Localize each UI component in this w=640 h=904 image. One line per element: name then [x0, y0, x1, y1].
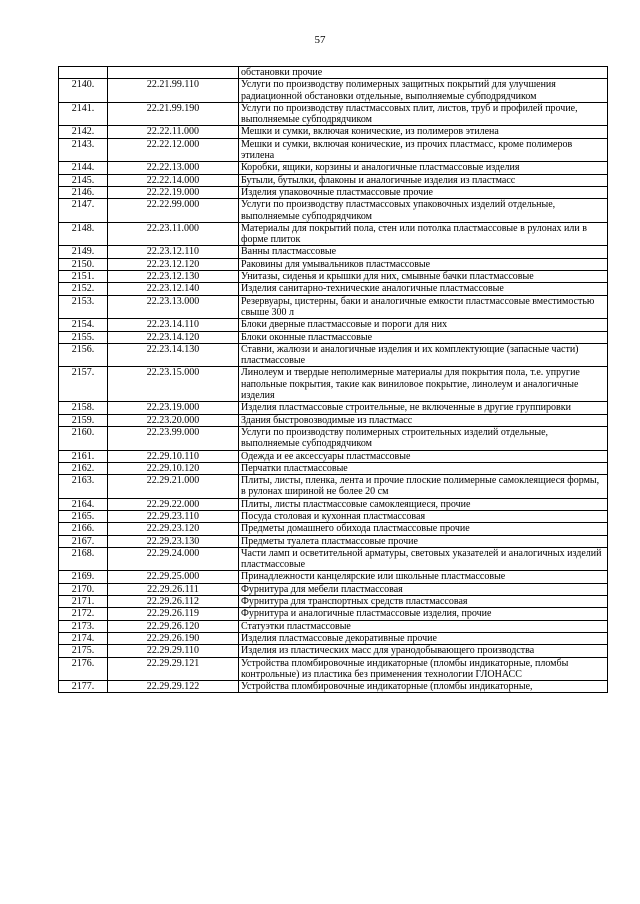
- table-row: [59, 222, 608, 246]
- row-number-cell: 2174.: [59, 632, 108, 644]
- row-number-cell: 2173.: [59, 620, 108, 632]
- product-name-cell: Резервуары, цистерны, баки и аналогичные емкости пластмассовые вместимостью свыше 300 л: [239, 295, 608, 319]
- product-code-cell: 22.23.12.110: [108, 246, 239, 258]
- product-name-cell: Бутыли, бутылки, флаконы и аналогичные изделия из пластмасс: [239, 174, 608, 186]
- product-code-cell: 22.23.15.000: [108, 367, 239, 402]
- row-number-cell: 2177.: [59, 681, 108, 693]
- product-code-cell: 22.23.14.120: [108, 331, 239, 343]
- row-number-cell: 2156.: [59, 343, 108, 367]
- table-row: [59, 510, 608, 522]
- row-number-cell: 2171.: [59, 596, 108, 608]
- product-name-cell: Мешки и сумки, включая конические, из полимеров этилена: [239, 126, 608, 138]
- table-row: [59, 414, 608, 426]
- row-number-cell: 2172.: [59, 608, 108, 620]
- product-code-cell: 22.29.26.120: [108, 620, 239, 632]
- row-number-cell: 2170.: [59, 583, 108, 595]
- product-name-cell: Предметы туалета пластмассовые прочие: [239, 535, 608, 547]
- row-number-cell: 2154.: [59, 319, 108, 331]
- table-row: [59, 102, 608, 126]
- product-code-cell: 22.29.29.122: [108, 681, 239, 693]
- product-name-cell: Коробки, ящики, корзины и аналогичные пластмассовые изделия: [239, 162, 608, 174]
- product-name-cell: Линолеум и твердые неполимерные материалы для покрытия пола, т.е. упругие напольные покрытия, такие как виниловое покрытие, линолеум и аналогичные изделия: [239, 367, 608, 402]
- table-row: [59, 402, 608, 414]
- product-code-cell: 22.23.13.000: [108, 295, 239, 319]
- row-number-cell: 2158.: [59, 402, 108, 414]
- row-number-cell: 2150.: [59, 258, 108, 270]
- table-row: [59, 583, 608, 595]
- product-name-cell: Принадлежности канцелярские или школьные пластмассовые: [239, 571, 608, 583]
- product-name-cell: Услуги по производству полимерных защитных покрытий для улучшения радиационной обстановки отдельные, выполняемые субподрядчиком: [239, 79, 608, 103]
- product-name-cell: Предметы домашнего обихода пластмассовые прочие: [239, 523, 608, 535]
- row-number-cell: 2142.: [59, 126, 108, 138]
- product-code-cell: 22.29.26.111: [108, 583, 239, 595]
- row-number-cell: 2147.: [59, 199, 108, 223]
- row-number-cell: 2175.: [59, 645, 108, 657]
- product-code-cell: [108, 67, 239, 79]
- product-code-cell: 22.21.99.190: [108, 102, 239, 126]
- row-number-cell: 2145.: [59, 174, 108, 186]
- table-row: [59, 271, 608, 283]
- table-row: [59, 258, 608, 270]
- product-code-cell: 22.29.22.000: [108, 498, 239, 510]
- row-number-cell: 2157.: [59, 367, 108, 402]
- product-name-cell: Плиты, листы, пленка, лента и прочие плоские полимерные самоклеящиеся формы, в рулонах шириной не более 20 см: [239, 475, 608, 499]
- row-number-cell: 2151.: [59, 271, 108, 283]
- table-row: [59, 475, 608, 499]
- product-name-cell: Фурнитура для транспортных средств пластмассовая: [239, 596, 608, 608]
- product-name-cell: Материалы для покрытий пола, стен или потолка пластмассовые в рулонах или в форме плиток: [239, 222, 608, 246]
- product-code-cell: 22.29.29.110: [108, 645, 239, 657]
- table-row: [59, 199, 608, 223]
- product-code-cell: 22.23.99.000: [108, 426, 239, 450]
- product-code-cell: 22.22.99.000: [108, 199, 239, 223]
- row-number-cell: 2148.: [59, 222, 108, 246]
- product-code-cell: 22.22.12.000: [108, 138, 239, 162]
- table-row: [59, 186, 608, 198]
- row-number-cell: 2165.: [59, 510, 108, 522]
- product-name-cell: Статуэтки пластмассовые: [239, 620, 608, 632]
- row-number-cell: 2169.: [59, 571, 108, 583]
- product-code-cell: 22.29.26.190: [108, 632, 239, 644]
- product-code-cell: 22.29.29.121: [108, 657, 239, 681]
- product-code-cell: 22.23.14.130: [108, 343, 239, 367]
- table-row: [59, 450, 608, 462]
- table-row: [59, 523, 608, 535]
- product-name-cell: Фурнитура и аналогичные пластмассовые изделия, прочие: [239, 608, 608, 620]
- products-table: [58, 66, 608, 693]
- row-number-cell: 2167.: [59, 535, 108, 547]
- table-row: [59, 79, 608, 103]
- table-row: [59, 174, 608, 186]
- product-code-cell: 22.22.14.000: [108, 174, 239, 186]
- product-code-cell: 22.29.10.110: [108, 450, 239, 462]
- product-name-cell: Мешки и сумки, включая конические, из прочих пластмасс, кроме полимеров этилена: [239, 138, 608, 162]
- product-code-cell: 22.22.11.000: [108, 126, 239, 138]
- table-row: [59, 596, 608, 608]
- product-name-cell: Изделия пластмассовые декоративные прочие: [239, 632, 608, 644]
- table-row: [59, 547, 608, 571]
- product-code-cell: 22.29.26.119: [108, 608, 239, 620]
- product-name-cell: Части ламп и осветительной арматуры, световых указателей и аналогичных изделий пластмассовые: [239, 547, 608, 571]
- product-code-cell: 22.29.24.000: [108, 547, 239, 571]
- product-name-cell: Устройства пломбировочные индикаторные (пломбы индикаторные, пломбы контрольные) из пластика без применения технологии ГЛОНАСС: [239, 657, 608, 681]
- table-row: [59, 608, 608, 620]
- product-code-cell: 22.23.14.110: [108, 319, 239, 331]
- product-name-cell: Посуда столовая и кухонная пластмассовая: [239, 510, 608, 522]
- table-row: [59, 498, 608, 510]
- product-code-cell: 22.29.23.120: [108, 523, 239, 535]
- product-name-cell: Блоки дверные пластмассовые и пороги для них: [239, 319, 608, 331]
- product-name-cell: Ванны пластмассовые: [239, 246, 608, 258]
- row-number-cell: [59, 67, 108, 79]
- product-code-cell: 22.29.10.120: [108, 462, 239, 474]
- product-code-cell: 22.29.23.110: [108, 510, 239, 522]
- table-row: [59, 657, 608, 681]
- products-table-body: [59, 67, 608, 693]
- table-row: [59, 319, 608, 331]
- table-row: [59, 138, 608, 162]
- row-number-cell: 2146.: [59, 186, 108, 198]
- product-name-cell: Блоки оконные пластмассовые: [239, 331, 608, 343]
- row-number-cell: 2168.: [59, 547, 108, 571]
- table-row: [59, 343, 608, 367]
- row-number-cell: 2143.: [59, 138, 108, 162]
- table-row: [59, 367, 608, 402]
- row-number-cell: 2144.: [59, 162, 108, 174]
- table-row: [59, 535, 608, 547]
- table-row: [59, 67, 608, 79]
- product-code-cell: 22.23.11.000: [108, 222, 239, 246]
- page-number: 57: [314, 34, 326, 46]
- row-number-cell: 2159.: [59, 414, 108, 426]
- row-number-cell: 2149.: [59, 246, 108, 258]
- product-name-cell: Унитазы, сиденья и крышки для них, смывные бачки пластмассовые: [239, 271, 608, 283]
- product-name-cell: Услуги по производству полимерных строительных изделий отдельные, выполняемые субподрядчиком: [239, 426, 608, 450]
- table-row: [59, 162, 608, 174]
- product-code-cell: 22.29.26.112: [108, 596, 239, 608]
- product-name-cell: Изделия пластмассовые строительные, не включенные в другие группировки: [239, 402, 608, 414]
- table-row: [59, 571, 608, 583]
- table-row: [59, 620, 608, 632]
- product-code-cell: 22.29.23.130: [108, 535, 239, 547]
- product-name-cell: Услуги по производству пластмассовых плит, листов, труб и профилей прочие, выполняемые субподрядчиком: [239, 102, 608, 126]
- product-name-cell: Изделия санитарно-технические аналогичные пластмассовые: [239, 283, 608, 295]
- row-number-cell: 2164.: [59, 498, 108, 510]
- table-row: [59, 126, 608, 138]
- row-number-cell: 2162.: [59, 462, 108, 474]
- product-name-cell: Ставни, жалюзи и аналогичные изделия и их комплектующие (запасные части) пластмассовые: [239, 343, 608, 367]
- row-number-cell: 2140.: [59, 79, 108, 103]
- row-number-cell: 2153.: [59, 295, 108, 319]
- product-code-cell: 22.29.25.000: [108, 571, 239, 583]
- row-number-cell: 2141.: [59, 102, 108, 126]
- product-code-cell: 22.23.20.000: [108, 414, 239, 426]
- row-number-cell: 2166.: [59, 523, 108, 535]
- table-row: [59, 331, 608, 343]
- row-number-cell: 2163.: [59, 475, 108, 499]
- product-code-cell: 22.21.99.110: [108, 79, 239, 103]
- product-name-cell: Изделия из пластических масс для уранодобывающего производства: [239, 645, 608, 657]
- product-code-cell: 22.23.12.120: [108, 258, 239, 270]
- table-row: [59, 295, 608, 319]
- row-number-cell: 2176.: [59, 657, 108, 681]
- product-code-cell: 22.23.12.130: [108, 271, 239, 283]
- table-row: [59, 681, 608, 693]
- product-name-cell: Услуги по производству пластмассовых упаковочных изделий отдельные, выполняемые субподрядчиком: [239, 199, 608, 223]
- product-name-cell: обстановки прочие: [239, 67, 608, 79]
- row-number-cell: 2160.: [59, 426, 108, 450]
- row-number-cell: 2155.: [59, 331, 108, 343]
- row-number-cell: 2152.: [59, 283, 108, 295]
- product-name-cell: Перчатки пластмассовые: [239, 462, 608, 474]
- product-code-cell: 22.29.21.000: [108, 475, 239, 499]
- product-code-cell: 22.22.19.000: [108, 186, 239, 198]
- product-code-cell: 22.23.12.140: [108, 283, 239, 295]
- row-number-cell: 2161.: [59, 450, 108, 462]
- product-code-cell: 22.23.19.000: [108, 402, 239, 414]
- table-row: [59, 462, 608, 474]
- table-row: [59, 632, 608, 644]
- product-code-cell: 22.22.13.000: [108, 162, 239, 174]
- product-name-cell: Фурнитура для мебели пластмассовая: [239, 583, 608, 595]
- table-row: [59, 246, 608, 258]
- product-name-cell: Здания быстровозводимые из пластмасс: [239, 414, 608, 426]
- product-name-cell: Устройства пломбировочные индикаторные (пломбы индикаторные,: [239, 681, 608, 693]
- product-name-cell: Изделия упаковочные пластмассовые прочие: [239, 186, 608, 198]
- product-name-cell: Одежда и ее аксессуары пластмассовые: [239, 450, 608, 462]
- product-name-cell: Раковины для умывальников пластмассовые: [239, 258, 608, 270]
- table-row: [59, 426, 608, 450]
- table-row: [59, 283, 608, 295]
- table-row: [59, 645, 608, 657]
- product-name-cell: Плиты, листы пластмассовые самоклеящиеся, прочие: [239, 498, 608, 510]
